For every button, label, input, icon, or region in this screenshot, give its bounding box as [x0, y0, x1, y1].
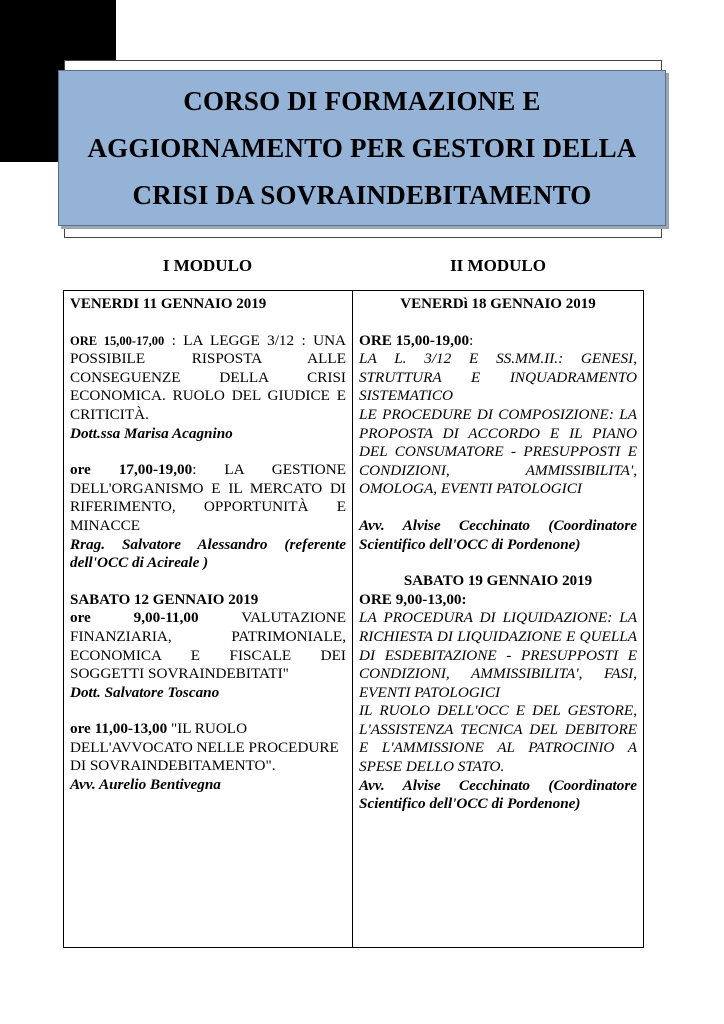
- session-speaker: Dott.ssa Marisa Acagnino: [70, 424, 233, 442]
- session-speaker: Avv. Alvise Cecchinato (Coordinatore Scientifico dell'OCC di Pordenone): [359, 776, 637, 813]
- session-time: ORE 9,00-13,00:: [359, 590, 467, 608]
- session-text: "IL RUOLO DELL'AVVOCATO NELLE PROCEDURE DI SOVRAINDEBITAMENTO".: [70, 720, 339, 775]
- session-speaker: Rrag. Salvatore Alessandro (referente dell'OCC di Acireale ): [70, 535, 346, 572]
- session-speaker: Avv. Alvise Cecchinato (Coordinatore Scientifico dell'OCC di Pordenone): [359, 516, 637, 553]
- module-1-heading: I MODULO: [162, 256, 253, 275]
- day-heading: SABATO 12 GENNAIO 2019: [70, 591, 259, 608]
- day-heading: SABATO 19 GENNAIO 2019: [403, 573, 593, 590]
- session-text: LA PROCEDURA DI LIQUIDAZIONE: LA RICHIESTA DI LIQUIDAZIONE E QUELLA DI ESDEBITAZIONE - PRESUPPOSTI E CONDIZIONI, AMMISSIBILITA', FASI, EVENTI PATOLOGICI: [359, 609, 637, 701]
- session-text: LA L. 3/12 E SS.MM.II.: GENESI, STRUTTURA E INQUADRAMENTO SISTEMATICO: [359, 350, 637, 405]
- module-2-heading: II MODULO: [450, 256, 546, 275]
- session-time: ore 17,00-19,00: [70, 461, 193, 479]
- day-heading: VENERDI 11 GENNAIO 2019: [70, 296, 267, 312]
- session-time: ORE 15,00-19,00: [359, 331, 470, 349]
- title-banner: [58, 70, 666, 226]
- title-line-2: AGGIORNAMENTO PER GESTORI DELLA: [87, 132, 637, 163]
- schedule-table: [63, 290, 644, 948]
- session-time: ore 9,00-11,00: [70, 609, 199, 627]
- session-speaker: Dott. Salvatore Toscano: [70, 683, 220, 701]
- session-speaker: Avv. Aurelio Bentivegna: [70, 776, 221, 794]
- session-4: [70, 720, 346, 776]
- module-2-column: [353, 291, 643, 947]
- session-text: : LA LEGGE 3/12 : UNA POSSIBILE RISPOSTA ALLE CONSEGUENZE DELLA CRISI ECONOMICA. RUOLO DEL GIUDICE E CRITICITÀ.: [70, 331, 346, 423]
- session-text: VALUTAZIONE FINANZIARIA, PATRIMONIALE, ECONOMICA E FISCALE DEI SOGGETTI SOVRAINDEBITATI": [70, 609, 346, 683]
- session-text: LE PROCEDURE DI COMPOSIZIONE: LA PROPOSTA DI ACCORDO E IL PIANO DEL CONSUMATORE - PRESUPPOSTI E CONDIZIONI, AMMISSIBILITA', OMOLOGA, EVENTI PATOLOGICI: [359, 405, 637, 498]
- session-time: ore 11,00-13,00: [70, 720, 168, 738]
- title-line-3: CRISI DA SOVRAINDEBITAMENTO: [132, 179, 592, 210]
- session-text: : LA GESTIONE DELL'ORGANISMO E IL MERCATO DI RIFERIMENTO, OPPORTUNITÀ E MINACCE: [70, 461, 347, 534]
- session-time: ORE 15,00-17,00: [70, 333, 165, 348]
- session-2: [70, 461, 346, 535]
- session-3: [70, 609, 346, 683]
- day-heading: VENERDì 18 GENNAIO 2019: [400, 296, 596, 312]
- session-text: IL RUOLO DELL'OCC E DEL GESTORE, L'ASSISTENZA TECNICA DEL DEBITORE E L'AMMISSIONE AL PATROCINIO A SPESE DELLO STATO.: [359, 702, 637, 776]
- module-1-column: [64, 291, 353, 947]
- session-time-line: [359, 332, 637, 351]
- title-line-1: CORSO DI FORMAZIONE E: [183, 85, 541, 116]
- session-colon: :: [469, 331, 474, 349]
- session-1: [70, 332, 346, 425]
